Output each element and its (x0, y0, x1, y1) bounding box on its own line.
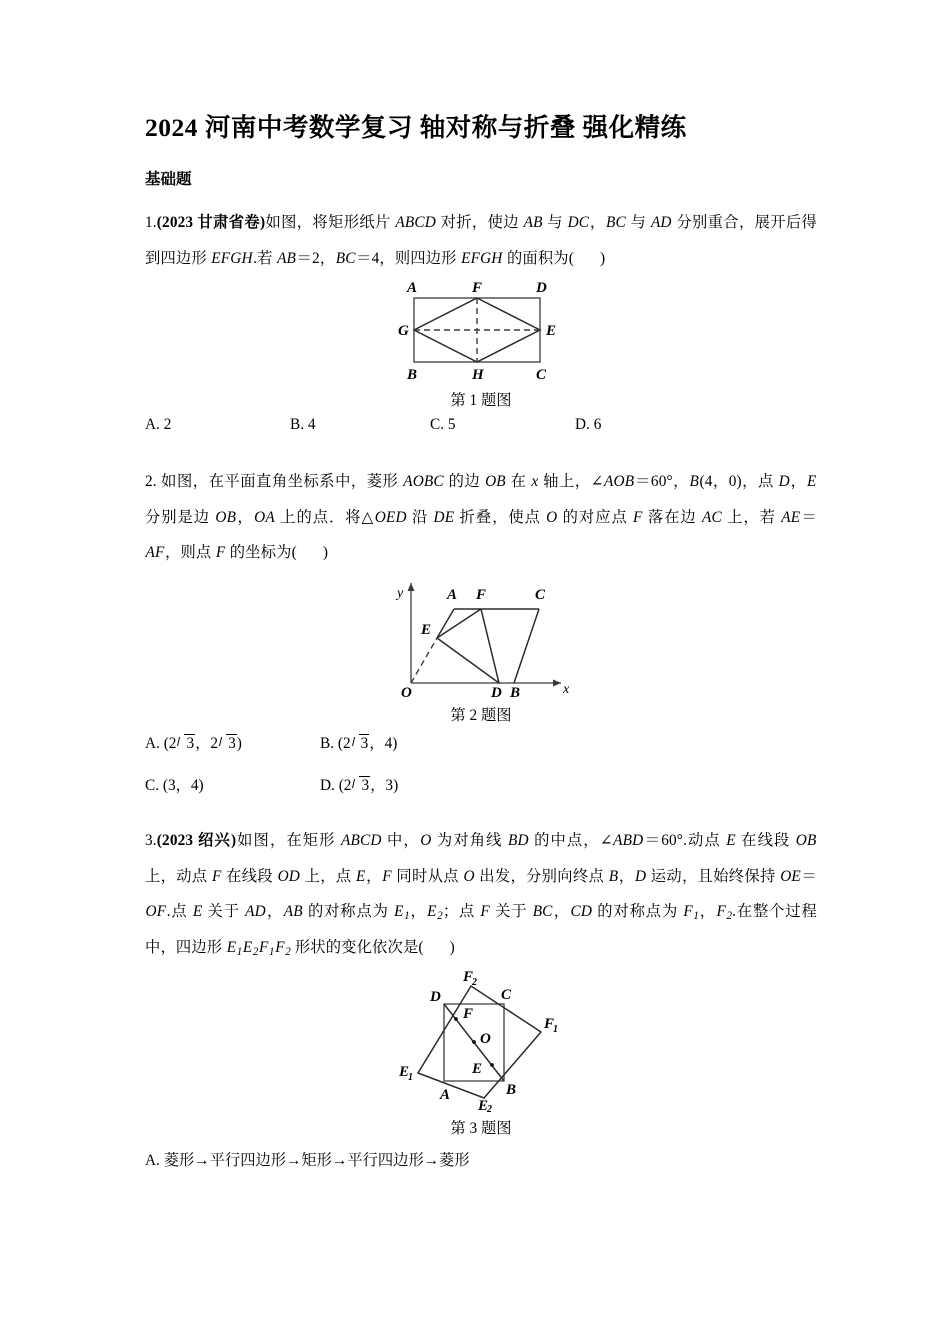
q2-number: 2. (145, 473, 157, 491)
point-o-marker (472, 1040, 476, 1044)
figure-2-caption: 第 2 题图 (450, 707, 512, 725)
point-e-marker (490, 1063, 494, 1067)
figure-3-svg (366, 966, 596, 1112)
figure-2-label-E: E (421, 622, 432, 639)
question-3-text: 3.(2023 绍兴)如图，在矩形 ABCD 中，O 为对角线 BD 的中点，∠ABD＝60°.动点 E 在线段 OB 上，动点 F 在线段 OD 上，点 E，F 同时从点 O 出发，分别向终点 B，D 运动，且始终保持 OE＝OF.点 E 关于 AD，AB 的对称点为 $E_1$，$E_2$；点 F 关于 BC，CD 的对称点为 $F_1$，$F_2$.在整个过程中，四边形 $E_1E_2F_1F_2$ 形状的变化依次是( ) (145, 832, 817, 959)
segment-ef (437, 609, 481, 638)
figure-3-label-A: A (440, 1086, 451, 1103)
figure-2-label-C: C (535, 587, 546, 604)
figure-3-label-B: B (506, 1081, 517, 1098)
question-1-text: 1.(2023 甘肃省卷)如图，将矩形纸片 ABCD 对折，使边 AB 与 DC，BC 与 AD 分别重合，展开后得到四边形 EFGH.若 AB＝2，BC＝4，则四边形 EFGH 的面积为( ) (145, 213, 818, 267)
x-axis-arrow (553, 680, 561, 687)
figure-2-label-F: F (476, 587, 487, 604)
figure-1-label-C: C (536, 367, 547, 384)
page-title: 2024 河南中考数学复习 轴对称与折叠 强化精练 (145, 113, 687, 142)
figure-1-label-A: A (407, 280, 418, 297)
figure-2-label-B: B (510, 685, 521, 700)
figure-1-label-H: H (472, 367, 484, 384)
figure-3-label-D: D (430, 988, 441, 1005)
q2-option-c[interactable]: C. (3，4) (145, 777, 204, 795)
figure-3-caption: 第 3 题图 (450, 1119, 512, 1137)
section-heading: 基础题 (145, 169, 192, 188)
figure-2 (145, 571, 817, 725)
figure-3-label-F: F (463, 1005, 474, 1022)
page-content (145, 0, 817, 1170)
q1-option-c[interactable]: C. 5 (430, 416, 456, 434)
segment-cb (514, 609, 539, 683)
question-1-options (145, 416, 817, 450)
q3-source: (2023 绍兴) (156, 832, 237, 850)
figure-3-label-E2-sub: 2 (487, 1103, 492, 1112)
question-2-text: 2. 如图，在平面直角坐标系中，菱形 AOBC 的边 OB 在 x 轴上，∠AOB＝60°，B(4，0)，点 D，E 分别是边 OB，OA 上的点．将△OED 沿 DE 折叠，使点 O 的对应点 F 落在边 AC 上，若 AE＝AF，则点 F 的坐标为( ) (145, 473, 817, 562)
figure-1-caption: 第 1 题图 (450, 392, 512, 410)
q1-option-b[interactable]: B. 4 (290, 416, 316, 434)
q1-option-d[interactable]: D. 6 (575, 416, 602, 434)
q2-option-d[interactable]: D. (2 3，3) (320, 777, 399, 795)
y-axis-arrow (408, 583, 415, 591)
figure-3-label-E1-sub: 1 (408, 1071, 413, 1083)
figure-1-label-B: B (407, 367, 418, 384)
figure-2-label-O: O (401, 685, 412, 700)
segment-ea (437, 609, 454, 638)
point-f-marker (454, 1017, 458, 1021)
figure-2-label-A: A (447, 587, 458, 604)
q1-source: (2023 甘肃省卷) (156, 213, 266, 231)
figure-3-label-F2: F (463, 968, 474, 985)
figure-3-label-O: O (480, 1030, 491, 1047)
figure-3-label-C: C (501, 986, 512, 1003)
figure-1-label-E: E (546, 323, 557, 340)
question-2-options-row-2 (145, 773, 817, 809)
figure-1-label-D: D (536, 280, 547, 297)
figure-3-label-F2-sub: 2 (472, 976, 477, 988)
segment-oe-dashed (411, 638, 437, 683)
q2-option-a[interactable]: A. (2 3，2 3) (145, 735, 242, 753)
figure-2-label-D: D (491, 685, 502, 700)
figure-3-label-E: E (472, 1060, 483, 1077)
figure-1-svg (376, 276, 586, 384)
figure-2-label-x: x (563, 682, 570, 698)
figure-1-label-G: G (398, 323, 409, 340)
figure-3-label-E1: E (399, 1063, 410, 1080)
q2-option-b[interactable]: B. (2 3，4) (320, 735, 398, 753)
q3-option-a[interactable]: A. 菱形→平行四边形→矩形→平行四边形→菱形 (145, 1151, 470, 1169)
figure-2-svg (371, 571, 591, 699)
question-2-options-row-1 (145, 731, 817, 767)
figure-1 (145, 276, 817, 410)
figure-3 (145, 966, 817, 1138)
q1-number: 1. (145, 213, 157, 231)
q1-option-a[interactable]: A. 2 (145, 416, 172, 434)
figure-1-label-F: F (472, 280, 483, 297)
figure-3-label-E2: E (478, 1097, 489, 1112)
figure-3-label-F1-sub: 1 (553, 1023, 558, 1035)
q3-number: 3. (145, 832, 157, 850)
figure-3-label-F1: F (544, 1015, 555, 1032)
figure-2-label-y: y (397, 586, 404, 602)
